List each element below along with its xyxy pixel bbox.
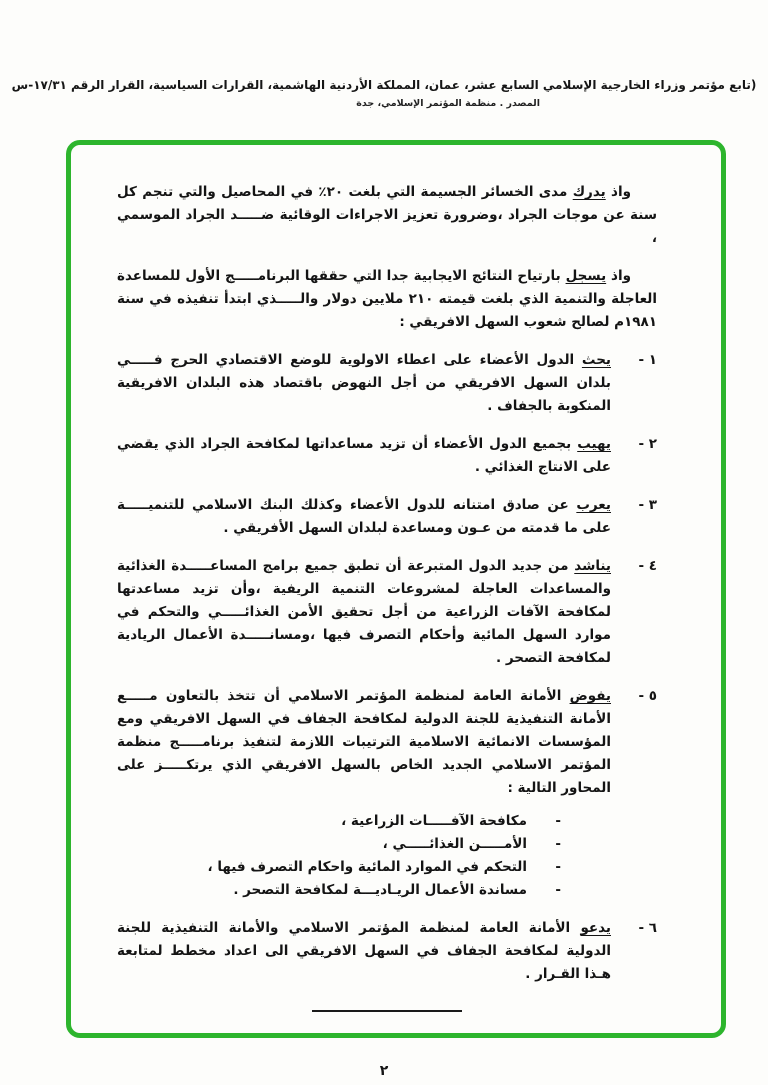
subitem-text: مكافحة الآفـــــات الزراعية ، [341, 813, 527, 829]
dash-marker: - [555, 836, 561, 852]
item-number: ٢ - [638, 436, 657, 452]
item-body: بجميع الدول الأعضاء أن تزيد مساعداتها لمكافحة الجراد الذي يقضي على الانتاج الغذائي . [117, 436, 611, 475]
item-lead: يهيب [577, 436, 611, 452]
item-lead: يحث [581, 352, 611, 368]
preamble-paragraph-1 [117, 181, 657, 250]
item-text [117, 685, 611, 902]
item-text [117, 494, 611, 540]
item-body: من جديد الدول المتبرعة أن تطبق جميع برامج المساعـــــدة الغذائية والمساعدات العاجلة لمشروعات التنمية الريفية ،وأن تزيد مساعدتها لمكافحة الآفات الزراعية من أجل تحقيق الأمن الغذائـــــي والتحكم في موارد السهل المائية وأحكام التصرف فيها ،ومسانـــــدة الأعمال الريادية لمكافحة التصحر . [117, 558, 611, 666]
resolution-item-4 [117, 555, 657, 670]
item-lead: يفوض [569, 688, 611, 704]
item-text [117, 917, 611, 986]
page-number: ٢ [379, 1063, 389, 1079]
document-frame [66, 140, 726, 1038]
subitem-text: التحكم في الموارد المائية واحكام التصرف فيها ، [207, 859, 527, 875]
document-header [0, 0, 768, 109]
item-5-subitems [117, 810, 561, 902]
item-text [117, 555, 611, 670]
resolution-item-2 [117, 433, 657, 479]
item-lead: يدعو [580, 920, 611, 936]
dash-marker: - [555, 859, 561, 875]
item-number: ٤ - [638, 558, 657, 574]
preamble-prefix: واذ [606, 268, 632, 284]
preamble-lead: يدرك [572, 184, 606, 200]
subitem-text: مساندة الأعمال الريـاديـــة لمكافحة التصحر . [233, 882, 527, 898]
item-number: ١ - [638, 352, 657, 368]
header-title: (تابع مؤتمر وزراء الخارجية الإسلامي السابع عشر، عمان، المملكة الأردنية الهاشمية، القرارات السياسية، القرار الرقم ١٧/٣١-س [11, 78, 757, 92]
item-text [117, 349, 611, 418]
item-text [117, 433, 611, 479]
resolution-item-3 [117, 494, 657, 540]
resolution-item-5 [117, 685, 657, 902]
subitem-2 [117, 833, 561, 856]
subitem-text: الأمـــــن الغذائـــــي ، [382, 836, 527, 852]
item-lead: يناشد [574, 558, 611, 574]
preamble-text: بارتياح النتائج الايجابية جدا التي حققها البرنامـــــج الأول للمساعدة العاجلة والتنمية الذي بلغت قيمته ٢١٠ ملايين دولار والـــــذي ابتدأ تنفيذه في سنة ١٩٨١م لصالح شعوب السهل الافريقي : [117, 268, 657, 330]
dash-marker: - [555, 882, 561, 898]
item-body: الدول الأعضاء على اعطاء الاولوية للوضع الاقتصادي الحرج فـــــي بلدان السهل الافريقي من أجل النهوض باقتصاد هذه البلدان الافريقية المنكوبة بالجفاف . [117, 352, 611, 414]
preamble-paragraph-2 [117, 265, 657, 334]
separator-line [312, 1010, 462, 1012]
document-content [71, 145, 721, 1026]
subitem-3 [117, 856, 561, 879]
resolution-item-1 [117, 349, 657, 418]
item-number: ٥ - [638, 688, 657, 704]
subitem-1 [117, 810, 561, 833]
resolution-item-6 [117, 917, 657, 986]
preamble-prefix: واذ [605, 184, 631, 200]
item-body: عن صادق امتنانه للدول الأعضاء وكذلك البنك الاسلامي للتنميـــــة على ما قدمته من عـون ومساعدة لبلدان السهل الأفريقي . [117, 497, 611, 536]
subitem-4 [117, 879, 561, 902]
item-body: الأمانة العامة لمنظمة المؤتمر الاسلامي والأمانة التنفيذية للجنة الدولية لمكافحة الجفاف في السهل الافريقي الى اعداد مخطط لمتابعة هـذا القـرار . [117, 920, 611, 982]
item-body: الأمانة العامة لمنظمة المؤتمر الاسلامي أن تتخذ بالتعاون مـــــع الأمانة التنفيذية للجنة الدولية لمكافحة الجفاف في السهل الافريقي ومع المؤسسات الانمائية الاسلامية الترتيبات اللازمة لتنفيذ برنامـــــج منظمة المؤتمر الاسلامي الجديد الخاص بالسهل الافريقي الذي يرتكـــــز على المحاور التالية : [117, 688, 611, 796]
header-source: المصدر . منظمة المؤتمر الإسلامي، جدة [356, 98, 540, 109]
item-number: ٦ - [638, 920, 657, 936]
item-lead: يعرب [576, 497, 611, 513]
dash-marker: - [555, 813, 561, 829]
item-number: ٣ - [638, 497, 657, 513]
preamble-text: مدى الخسائر الجسيمة التي بلغت ٢٠٪ في المحاصيل والتي تنجم كل سنة عن موجات الجراد ،وضرورة تعزيز الاجراءات الوقائية ضـــــد الجراد الموسمي ، [117, 184, 657, 246]
preamble-lead: يسجل [565, 268, 607, 284]
